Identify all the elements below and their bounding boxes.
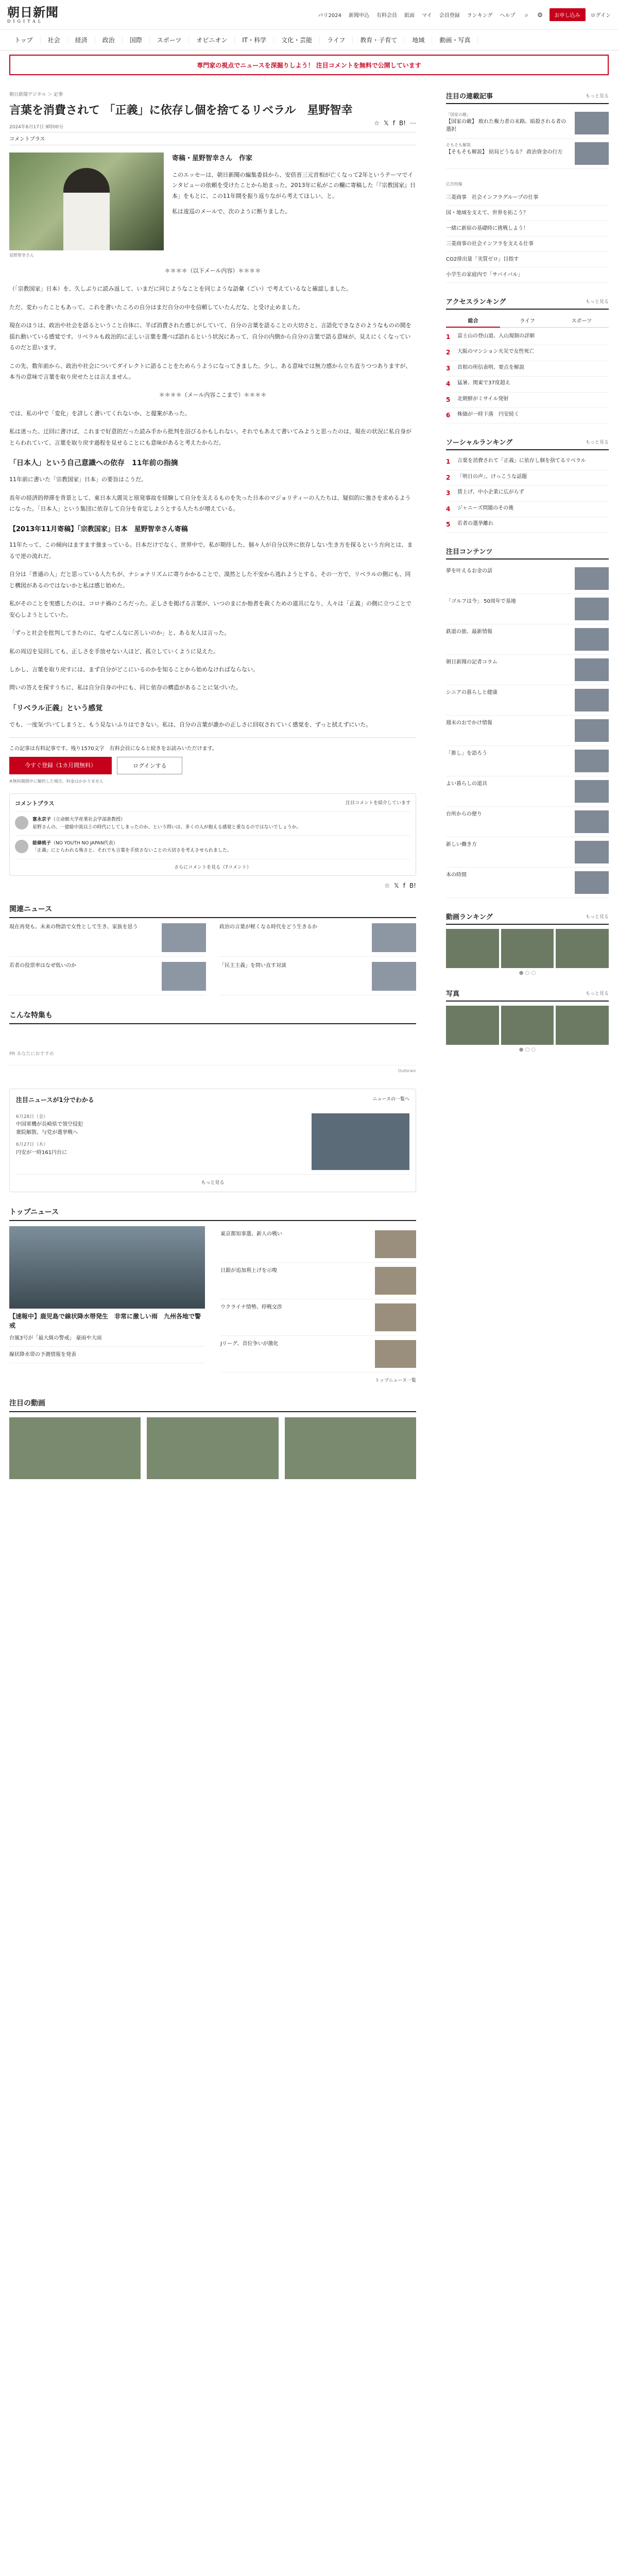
lead-paragraph: 私は逡巡のメールで、次のように断りました。 xyxy=(172,208,291,215)
comment-plus-bar[interactable] xyxy=(9,132,416,145)
commenter-role: （立命館大学産業社会学部准教授） xyxy=(51,817,126,823)
thumbnail xyxy=(162,923,206,952)
special-section xyxy=(9,1010,416,1073)
thumbnail xyxy=(375,1230,416,1258)
digest-list-link[interactable]: ニュースの一覧へ xyxy=(372,1096,409,1102)
nav-item[interactable]: オピニオン xyxy=(189,36,235,44)
comment-plus-link[interactable]: 注目コメントを紹介しています xyxy=(345,801,410,806)
top-news-lead[interactable]: 【速報中】鹿児島で線状降水帯発生 非常に激しい雨 九州各地で警戒 xyxy=(9,1312,201,1329)
separator-text: ＊＊＊＊（メール内容ここまで）＊＊＊＊ xyxy=(159,392,267,399)
paragraph: 11年前に書いた「宗教国家」日本」の要旨はこうだ。 xyxy=(9,476,147,483)
special-title: こんな特集も xyxy=(9,1010,416,1024)
lead-paragraph: このエッセーは、朝日新聞の編集委員から、安倍晋三元首相が亡くなって2年というテーマでインタビューの依頼を受けたことから始まった。2013年に私がこの欄に寄稿した「『宗教国家』日本」をもとに、この11年間を振り返りながら考えてほしい、と。 xyxy=(172,171,416,199)
paywall-note: ※無料期間中に解約した場合、料金はかかりません xyxy=(9,779,104,784)
content-item[interactable]: 「推し」を語ろう xyxy=(446,746,609,776)
related-item[interactable]: 「民主主義」を問い直す対談 xyxy=(219,962,416,995)
related-item[interactable]: 現在再発も。未来の物語で女性として生き、家族を思う xyxy=(9,923,206,957)
digest-image xyxy=(312,1113,409,1170)
article-date: 2024年6月17日 9時00分 xyxy=(9,124,64,130)
nav-item[interactable]: 国際 xyxy=(123,36,150,44)
photo-carousel[interactable] xyxy=(446,1006,609,1045)
comment-plus-label: コメントプラス xyxy=(9,137,45,143)
related-item[interactable]: 若者の投票率はなぜ低いのか xyxy=(9,962,206,995)
related-news xyxy=(9,904,416,995)
paragraph: 私がそのことを実感したのは、コロナ禍のころだった。正しさを掲げる言葉が、いつのまにか他者を裁くための道具になり、人々は「正義」の側に立つことで安心しようとしていた。 xyxy=(9,600,411,618)
paywall-text: この記事は有料記事です。残り1570文字 有料会員になると続きをお読みいただけます。 xyxy=(9,746,217,752)
digest-date: 6月28日（金） xyxy=(16,1114,48,1120)
thumbnail xyxy=(575,719,609,742)
top-link[interactable]: パリ2024 xyxy=(318,13,341,19)
avatar xyxy=(15,840,28,853)
photo-caption: 星野智幸さん xyxy=(9,252,34,258)
attention-more-link[interactable]: もっと見る xyxy=(585,94,609,99)
video-thumb[interactable] xyxy=(147,1417,278,1479)
paragraph: （「宗教国家」日本）を、久しぶりに読み返して、いまだに同じようなことを同じような語彙（ごい）で考えているなと確認しました。 xyxy=(9,285,352,293)
paragraph: この先、数年前から、政治や社会についてダイレクトに語ることをためらうようになってきました。少し、ある意味では無力感から立ち直りつつありますが、本当の意味で言葉を取り戻せたとは言えません。 xyxy=(9,362,411,380)
social-more-link[interactable]: もっと見る xyxy=(585,440,609,446)
paragraph: でも、一度気づいてしまうと、もう見ないふりはできない。私は、自分の言葉が誰かの正しさに回収されていく感覚を、ずっと拭えずにいた。 xyxy=(9,721,372,728)
thumbnail xyxy=(575,112,609,134)
content-item[interactable]: シニアの暮らしと健康 xyxy=(446,685,609,716)
nav-item[interactable]: 文化・芸能 xyxy=(274,36,320,44)
share-buttons-bottom xyxy=(9,882,416,889)
thumbnail xyxy=(575,658,609,681)
breadcrumb[interactable]: 朝日新聞デジタル ＞ 記事 xyxy=(9,92,63,97)
top-news xyxy=(9,1207,416,1383)
recommend-video xyxy=(9,1398,416,1479)
tab-general[interactable]: 総合 xyxy=(446,314,500,328)
more-share-icon[interactable]: ⋯ xyxy=(410,119,416,127)
digest-title: 注目ニュースが1分でわかる xyxy=(16,1096,94,1104)
content-item[interactable]: 「ゴルフは今」 50周年で基地 xyxy=(446,594,609,624)
top-link[interactable]: ヘルプ xyxy=(500,13,516,19)
thumbnail xyxy=(575,628,609,651)
nav-item[interactable]: ライフ xyxy=(320,36,353,44)
main-column xyxy=(9,91,416,1479)
ad-feature-item[interactable]: CO2排出量「実質ゼロ」目指す xyxy=(446,252,609,267)
thumbnail xyxy=(372,962,416,991)
commenter-name: 能條桃子 xyxy=(32,841,52,846)
nav-item[interactable]: 教育・子育て xyxy=(353,36,405,44)
paragraph: 長年の経済的停滞を背景として、東日本大震災と原発事故を経験して自分を支えるものを失った日本のマジョリティーの人たちは、疑似的に強さを求めるようになった。「日本人」という集団に依存して自分を肯定しようとする人たちが増えている。 xyxy=(9,494,411,513)
facebook-share-icon[interactable]: f xyxy=(392,119,395,127)
comment-text: 「正義」にとらわれる怖さと、それでも言葉を手放さないことの大切さを考えさせられました。 xyxy=(32,848,232,854)
top-news-item[interactable]: Jリーグ、首位争いが激化 xyxy=(220,1336,416,1372)
thumbnail xyxy=(575,810,609,833)
article-title: 言葉を消費されて 「正義」に依存し個を捨てるリベラル 星野智幸 xyxy=(9,104,353,117)
video-more-link[interactable]: もっと見る xyxy=(585,914,609,920)
hatena-share-icon[interactable]: B! xyxy=(399,119,406,127)
comment-text: 星野さんの、一億総中流以上の時代にしてしまったのか、という問いは、多くの人が抱える感覚と重なるのではないでしょうか。 xyxy=(32,824,301,830)
thumbnail xyxy=(375,1267,416,1295)
top-links xyxy=(318,11,516,19)
nav-item[interactable]: 経済 xyxy=(68,36,95,44)
carousel-dots[interactable]: ● ○ ○ xyxy=(519,970,536,976)
ranking-item[interactable]: 5 北朝鮮がミサイル発射 xyxy=(446,393,609,408)
social-item[interactable]: 1 言葉を消費されて「正義」に依存し個を捨てるリベラル xyxy=(446,454,609,470)
content-item[interactable]: 台所からの便り xyxy=(446,807,609,837)
ad-feature-list xyxy=(446,190,609,283)
section-heading: 「日本人」という自己意識への依存 11年前の指摘 xyxy=(9,459,178,468)
attention-title: 注目の連載記事 xyxy=(446,93,493,100)
paywall xyxy=(9,737,416,784)
thumbnail xyxy=(575,780,609,803)
nav-item[interactable]: 地域 xyxy=(405,36,432,44)
ad-feature-item[interactable]: 国・地域を支えて、世界を拓こう？ xyxy=(446,206,609,221)
promo-banner[interactable]: 専門家の視点でニュースを深掘りしよう！ 注目コメントを無料で公開しています xyxy=(9,55,609,75)
site-logo[interactable]: 朝日新聞 DIGITAL xyxy=(7,4,59,24)
content-item[interactable]: 朝日新聞の記者コラム xyxy=(446,655,609,685)
thumbnail xyxy=(375,1340,416,1368)
x-share-icon[interactable]: 𝕏 xyxy=(394,882,399,889)
ad-feature-item[interactable]: 一緒に新宿の基礎時に挑戦しよう！ xyxy=(446,221,609,236)
thumbnail xyxy=(575,750,609,772)
ad-feature-item[interactable]: 三菱商事の社会インフラを支える仕事 xyxy=(446,236,609,252)
paragraph: 11年たって、この傾向はますます強まっている。日本だけでなく、世界中で。私が期待した、個々人が自分以外に依存しない生き方を探るという方向とは、まるで逆の流れだ。 xyxy=(9,541,413,560)
top-link[interactable]: ランキング xyxy=(467,13,493,19)
social-item[interactable]: 4 ジャニーズ問題のその後 xyxy=(446,502,609,517)
thumbnail xyxy=(575,142,609,165)
thumbnail xyxy=(575,598,609,620)
ranking-item[interactable]: 2 大阪のマンション火災で女性死亡 xyxy=(446,345,609,361)
x-share-icon[interactable]: 𝕏 xyxy=(384,119,389,127)
top-link[interactable]: 有料会員 xyxy=(376,13,397,19)
ad-feature-label: 広告特集 xyxy=(446,182,462,187)
gear-icon[interactable]: ⚙ xyxy=(537,11,543,19)
article-body xyxy=(9,265,416,730)
paywall-login-button[interactable]: ログインする xyxy=(117,757,182,774)
content-item[interactable]: 鉄道の旅、最新情報 xyxy=(446,624,609,655)
digest-more-button[interactable]: もっと見る xyxy=(201,1180,225,1185)
top-news-list-link[interactable]: トップニュース一覧 xyxy=(375,1378,416,1383)
hatena-share-icon[interactable]: B! xyxy=(409,882,416,889)
ranking-item[interactable]: 1 富士山の登山道、入山規制の詳細 xyxy=(446,330,609,345)
access-more-link[interactable]: もっと見る xyxy=(585,299,609,304)
comment[interactable] xyxy=(15,811,410,835)
nav-item[interactable]: トップ xyxy=(7,36,41,44)
paragraph: 私は迷った。迂回に書けば、これまで好意的だった読み手から批判を浴びるかもしれない。それでもあえて書いてみようと思ったのは、現在の状況に私自身がとらわれていて、言葉を取り戻す過程を見せることにも意味があると考えたからだ。 xyxy=(9,428,411,446)
tab-sports[interactable]: スポーツ xyxy=(555,314,609,328)
paragraph: ただ、変わったこともあって、これを書いたころの自分はまだ自分の中を信頼していたんだな、と受け止めました。 xyxy=(9,303,304,311)
ad-feature-item[interactable]: 三菱商事 社会インフラグループの仕事 xyxy=(446,190,609,206)
recommend-title: 注目の動画 xyxy=(9,1398,416,1412)
thumbnail xyxy=(162,962,206,991)
ad-feature-item[interactable]: 小学生の家庭内で「サバイバル」 xyxy=(446,267,609,283)
paragraph: 「ずっと社会を批判してきたのに、なぜこんなに苦しいのか」と、ある友人は言った。 xyxy=(9,630,230,637)
related-item[interactable]: 政治の言葉が軽くなる時代をどう生きるか xyxy=(219,923,416,957)
ad-slot[interactable]: PR あなたにおすすめ xyxy=(9,1029,416,1065)
paragraph: 現在のほうは、政治や社会を語るということ自体に、半ば消費された感じがしていて、自分の言葉を語ることの大切さと、言語化できなさのようなものの間を揺れ動いている感覚です。リベラルも政治的に正しい言葉を選べば語れるという状況にあって、自分の内側から自分の言葉で語る意味が、見えにくくなっているのだと思います。 xyxy=(9,322,411,351)
subscribe-button[interactable]: お申し込み xyxy=(550,8,586,21)
carousel-dots[interactable]: ● ○ ○ xyxy=(519,1047,536,1053)
comment[interactable] xyxy=(15,835,410,859)
ranking-item[interactable]: 4 猛暑、関東で37度超え xyxy=(446,377,609,392)
video-carousel[interactable] xyxy=(446,929,609,968)
section-heading: 「リベラル正義」という感覚 xyxy=(9,704,103,713)
commenter-name: 富永京子 xyxy=(32,817,52,823)
content-item[interactable]: 夢を叶えるお金の話 xyxy=(446,564,609,594)
related-news-title: 関連ニュース xyxy=(9,904,416,918)
login-button[interactable]: ログイン xyxy=(590,13,611,19)
top-link[interactable]: 会員登録 xyxy=(439,13,460,19)
nav-item[interactable]: 動画・写真 xyxy=(432,36,478,44)
top-link[interactable]: マイ xyxy=(421,13,432,19)
paragraph: しかし、言葉を取り戻すには、まず自分がどこにいるのかを知ることから始めなければならない。 xyxy=(9,666,259,673)
ranking-item[interactable]: 3 首相の所信表明、要点を解説 xyxy=(446,361,609,377)
bookmark-icon[interactable]: ☆ xyxy=(384,882,390,889)
search-icon[interactable]: ⌕ xyxy=(525,11,528,19)
top-news-title: トップニュース xyxy=(9,1207,416,1221)
commenter-role: （NO YOUTH NO JAPAN代表） xyxy=(51,841,118,846)
nav-item[interactable]: 政治 xyxy=(95,36,123,44)
avatar xyxy=(15,816,28,829)
video-ranking-title: 動画ランキング xyxy=(446,913,493,922)
thumbnail xyxy=(575,567,609,590)
content-item[interactable]: 本の時間 xyxy=(446,868,609,898)
bookmark-icon[interactable]: ☆ xyxy=(374,119,380,127)
digest-date: 6月27日（木） xyxy=(16,1142,48,1148)
sidebar xyxy=(446,91,609,1479)
nav-item[interactable]: スポーツ xyxy=(150,36,190,44)
contents-title: 注目コンテンツ xyxy=(446,548,493,556)
ranking-item[interactable]: 6 株価が一時下落 円安続く xyxy=(446,408,609,423)
paragraph: 自分は「普通の人」だと思っている人たちが、ナショナリズムに寄りかかることで、漠然とした不安から逃れようとする。その一方で、リベラルの側にも、同じ構図があるのではないかと私は感じ始めた。 xyxy=(9,571,411,589)
social-item[interactable]: 2 「明日の声」、けっこうな話題 xyxy=(446,470,609,486)
paragraph: 私の周辺を見回しても、正しさを手放せない人ほど、孤立していくように見えた。 xyxy=(9,648,219,655)
access-ranking-title: アクセスランキング xyxy=(446,298,506,306)
lead-heading: 寄稿・星野智幸さん 作家 xyxy=(172,154,253,162)
share-buttons xyxy=(9,120,416,127)
top-news-item[interactable]: 日銀が追加利上げを示唆 xyxy=(220,1263,416,1299)
more-comments-button[interactable]: さらにコメントを見る（7コメント） xyxy=(15,859,410,870)
global-nav xyxy=(0,30,618,50)
attention-item[interactable]: 「国家の敵」 【国家の敵】 敗れた権力者の末路、暗殺される者の選択 xyxy=(446,108,609,139)
top-news-item[interactable]: ウクライナ情勢、停戦交渉 xyxy=(220,1299,416,1336)
video-thumb[interactable] xyxy=(9,1417,141,1479)
thumbnail xyxy=(575,841,609,863)
social-ranking-title: ソーシャルランキング xyxy=(446,439,513,447)
content-item[interactable]: 新しい働き方 xyxy=(446,837,609,868)
top-link[interactable]: 紙面 xyxy=(404,13,415,19)
tab-life[interactable]: ライフ xyxy=(500,314,554,328)
thumbnail xyxy=(375,1303,416,1331)
top-news-item[interactable]: 東京都知事選、新人の戦い xyxy=(220,1226,416,1263)
comment-plus-title: コメントプラス xyxy=(15,800,55,807)
social-item[interactable]: 5 若者の選挙離れ xyxy=(446,517,609,533)
thumbnail xyxy=(575,871,609,894)
social-item[interactable]: 3 賃上げ、中小企業に広がらず xyxy=(446,486,609,501)
subscribe-now-button[interactable]: 今すぐ登録（1カ月間無料） xyxy=(9,757,112,774)
thumbnail xyxy=(372,923,416,952)
news-digest xyxy=(9,1089,416,1192)
paragraph: 問いの答えを探すうちに、私は自分自身の中にも、同じ依存の構造があることに気づいた。 xyxy=(9,684,242,691)
content-item[interactable]: よい暮らしの道具 xyxy=(446,776,609,807)
top-link[interactable]: 新聞申込 xyxy=(348,13,369,19)
digest-item[interactable]: 中国軍機が長崎県で領空侵犯 xyxy=(16,1122,83,1128)
content-item[interactable]: 週末のおでかけ情報 xyxy=(446,716,609,746)
video-thumb[interactable] xyxy=(285,1417,416,1479)
top-news-item[interactable]: 線状降水帯の予測情報を発表 xyxy=(9,1347,205,1363)
top-header xyxy=(0,0,618,30)
comment-plus-box xyxy=(9,793,416,876)
paragraph: では、私の中で「変化」を詳しく書いてくれないか、と提案があった。 xyxy=(9,410,191,417)
digest-item[interactable]: 衆院解散、与党が選挙戦へ xyxy=(16,1130,78,1136)
ranking-tabs xyxy=(446,314,609,328)
related-article-link[interactable]: 【2013年11月寄稿】「宗教国家」日本 星野智幸さん寄稿 xyxy=(9,526,188,534)
separator-text: ＊＊＊＊（以下メール内容）＊＊＊＊ xyxy=(164,267,261,274)
top-news-image[interactable] xyxy=(9,1226,205,1309)
photo-more-link[interactable]: もっと見る xyxy=(585,991,609,997)
nav-item[interactable]: 社会 xyxy=(41,36,68,44)
digest-item[interactable]: 円安が一時161円台に xyxy=(16,1149,67,1156)
nav-item[interactable]: IT・科学 xyxy=(235,36,274,44)
attention-item[interactable]: そもそも解説 【そもそも解説】 結局どうなる？ 政治資金の行方 xyxy=(446,139,609,169)
photo-title: 写真 xyxy=(446,990,460,998)
facebook-share-icon[interactable]: f xyxy=(403,882,405,889)
top-news-item[interactable]: 台風3号が「最大級の警戒」 豪雨や大雨 xyxy=(9,1330,205,1347)
outbrain-label[interactable]: Outbrain xyxy=(398,1068,416,1073)
thumbnail xyxy=(575,689,609,711)
author-photo xyxy=(9,152,164,250)
